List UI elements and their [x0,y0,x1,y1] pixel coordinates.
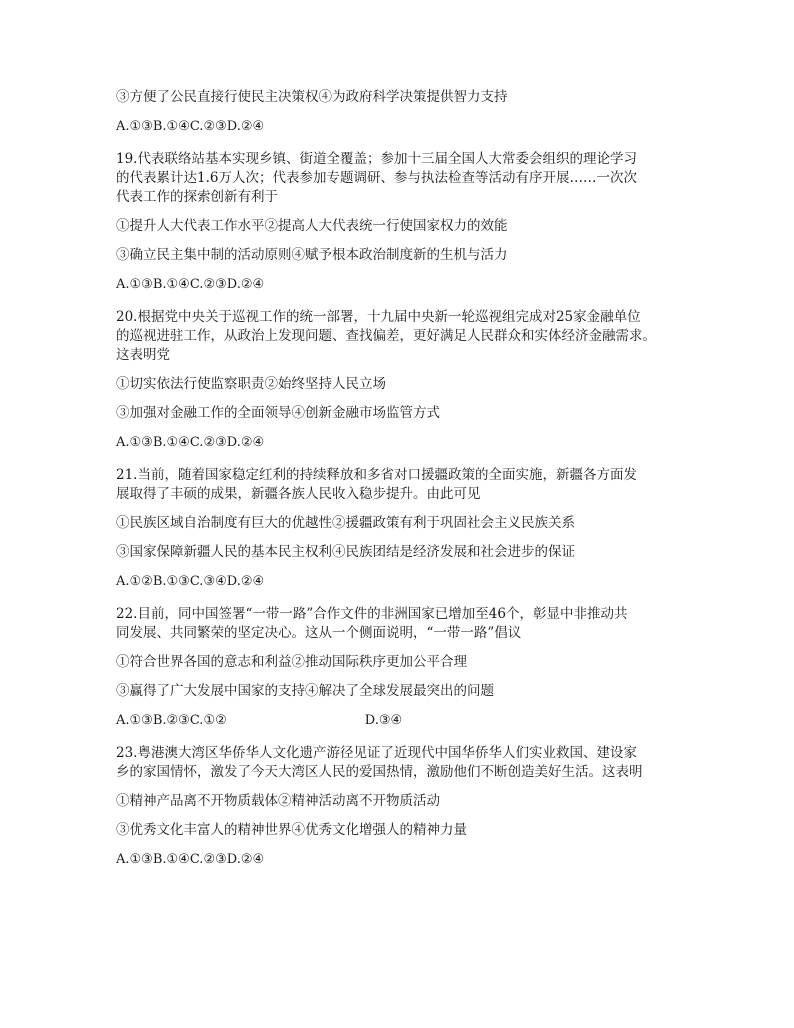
q21-answer-choices: A.①②B.①③C.③④D.②④ [116,574,265,589]
q22-stem: 22.目前，同中国签署“一带一路”合作文件的非洲国家已增加至46个，彰显中非推动共 [116,606,628,622]
q20-stem: 这表明党 [116,347,170,363]
q20-stem: 的巡视进驻工作，从政治上发现问题、查找偏差，更好满足人民群众和实体经济金融需求。 [116,328,656,344]
q19-option-line: ①提升人大代表工作水平②提高人大代表统一行使国家权力的效能 [116,218,508,234]
q23-answer-choices: A.①③B.①④C.②③D.②④ [116,852,265,867]
document-page [116,88,706,869]
q19-stem: 19.代表联络站基本实现乡镇、街道全覆盖；参加十三届全国人大常委会组织的理论学习 [116,151,637,167]
q23-stem: 23.粤港澳大湾区华侨华人文化遗产游径见证了近现代中国华侨华人们实业救国、建设家 [116,745,637,761]
q21-stem: 21.当前，随着国家稳定红利的持续释放和多省对口援疆政策的全面实施，新疆各方面发 [116,467,637,483]
q20-option-line: ③加强对金融工作的全面领导④创新金融市场监管方式 [116,405,440,421]
q22-answer-choices-abc: A.①③B.②③C.①② [116,713,227,728]
q22-stem: 同发展、共同繁荣的坚定决心。这从一个侧面说明，“一带一路”倡议 [116,625,522,641]
q20-answer-choices: A.①③B.①④C.②③D.②④ [116,435,265,450]
q22-option-line: ①符合世界各国的意志和利益②推动国际秩序更加公平合理 [116,654,467,670]
q19-stem: 的代表累计达1.6万人次；代表参加专题调研、参与执法检查等活动有序开展……一次次 [116,170,637,186]
q19-option-line: ③确立民主集中制的活动原则④赋予根本政治制度新的生机与活力 [116,247,508,263]
q23-option-line: ①精神产品离不开物质载体②精神活动离不开物质活动 [116,793,440,809]
q18-answer-choices: A.①③B.①④C.②③D.②④ [116,119,265,134]
q19-stem: 代表工作的探索创新有利于 [116,189,278,205]
q23-option-line: ③优秀文化丰富人的精神世界④优秀文化增强人的精神力量 [116,822,467,838]
q21-option-line: ①民族区域自治制度有巨大的优越性②援疆政策有利于巩固社会主义民族关系 [116,515,575,531]
q22-answer-choice-d: D.③④ [364,713,403,728]
q19-answer-choices: A.①③B.①④C.②③D.②④ [116,277,265,292]
q23-stem: 乡的家国情怀，激发了今天大湾区人民的爱国热情，激励他们不断创造美好生活。这表明 [116,764,643,780]
q22-answer-choices [116,711,706,730]
q22-option-line: ③赢得了广大发展中国家的支持④解决了全球发展最突出的问题 [116,683,494,699]
q18-option-line: ③方便了公民直接行使民主决策权④为政府科学决策提供智力支持 [116,89,508,105]
q20-option-line: ①切实依法行使监察职责②始终坚持人民立场 [116,376,386,392]
q21-stem: 展取得了丰硕的成果，新疆各族人民收入稳步提升。由此可见 [116,486,481,502]
q21-option-line: ③国家保障新疆人民的基本民主权利④民族团结是经济发展和社会进步的保证 [116,544,575,560]
q20-stem: 20.根据党中央关于巡视工作的统一部署，十九届中央新一轮巡视组完成对25家金融单位 [116,309,641,325]
